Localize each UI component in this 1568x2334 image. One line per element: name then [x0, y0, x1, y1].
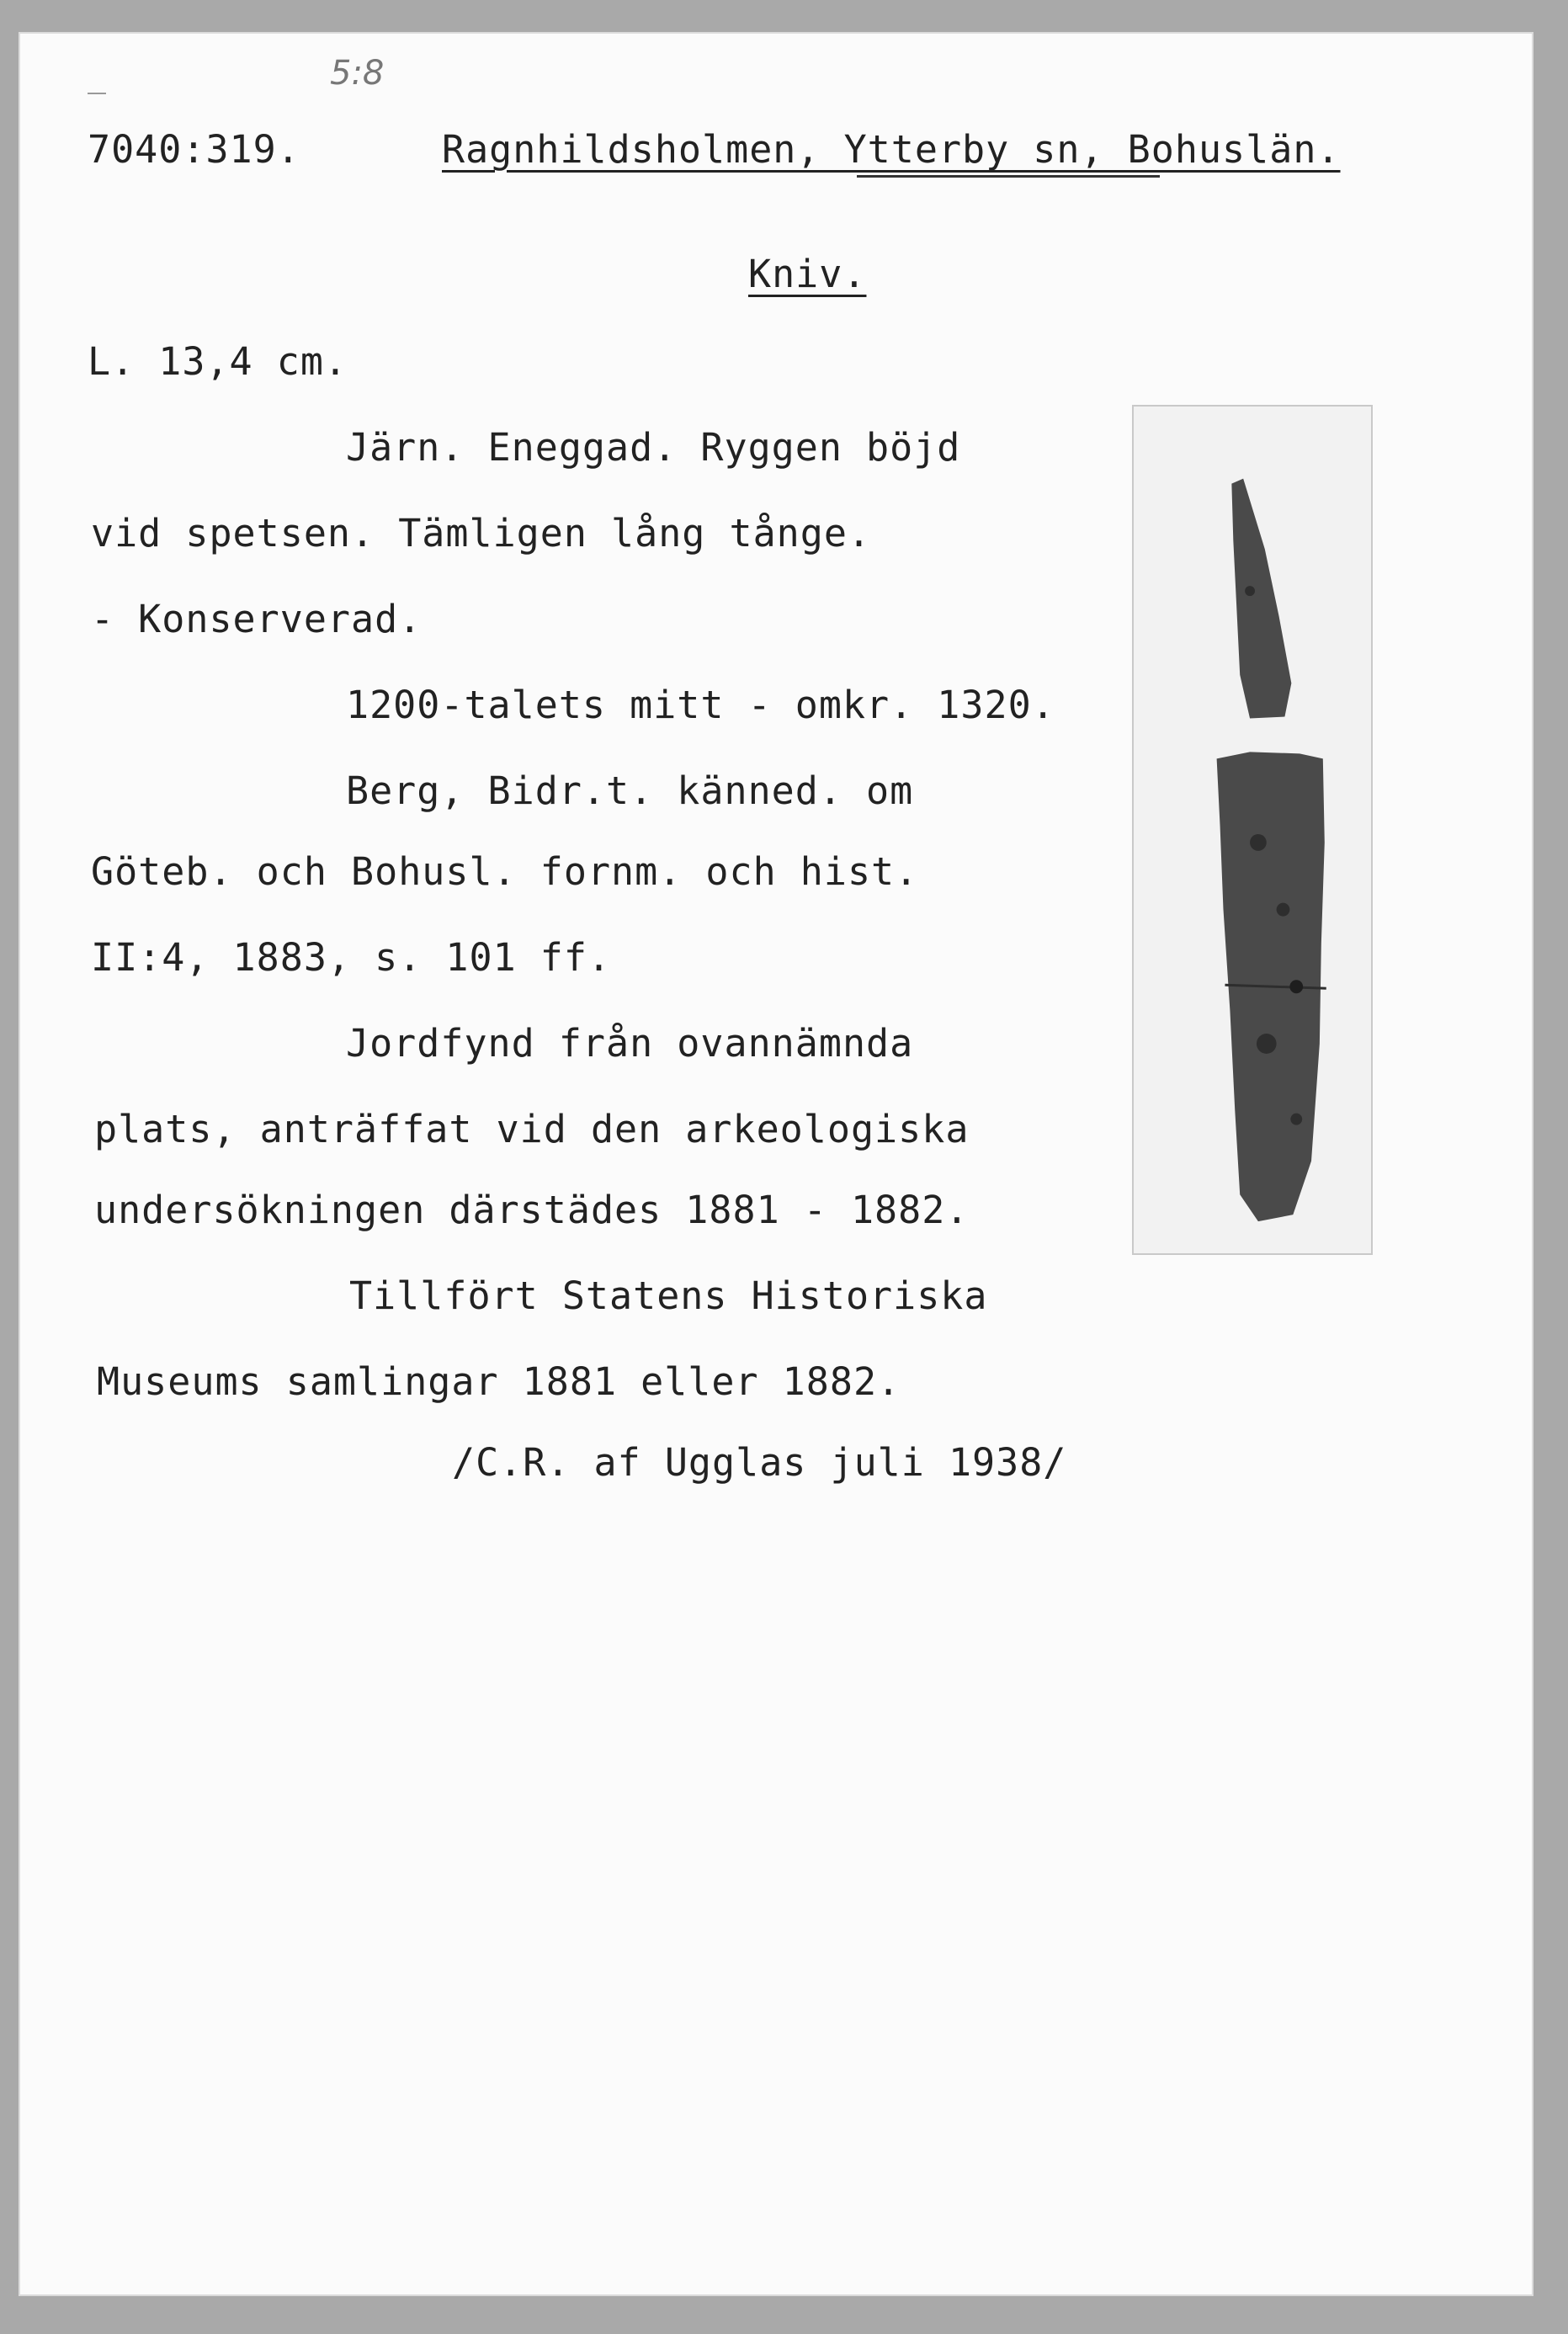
- reference-line-1: Berg, Bidr.t. känned. om: [346, 768, 914, 813]
- dating-line: 1200-talets mitt - omkr. 1320.: [346, 683, 1055, 727]
- catalog-number: 7040:319.: [88, 127, 300, 172]
- location-underline: [857, 175, 1160, 178]
- reference-line-2: Göteb. och Bohusl. fornm. och hist.: [91, 849, 919, 894]
- pencil-dash-mark: [88, 93, 106, 94]
- object-title: Kniv.: [748, 252, 867, 296]
- reference-line-3: II:4, 1883, s. 101 ff.: [91, 935, 612, 980]
- handwritten-annotation: 5:8: [330, 54, 385, 93]
- find-context-line-1: Jordfynd från ovannämnda: [346, 1021, 914, 1066]
- knife-tang: [1231, 479, 1291, 719]
- iron-knife-photo-icon: [1134, 407, 1371, 1253]
- find-context-line-3: undersökningen därstädes 1881 - 1882.: [94, 1188, 970, 1232]
- description-line-1: L. 13,4 cm.: [88, 339, 348, 384]
- find-location: Ragnhildsholmen, Ytterby sn, Bohuslän.: [442, 127, 1341, 172]
- description-line-4: - Konserverad.: [91, 597, 423, 641]
- find-context-line-2: plats, anträffat vid den arkeologiska: [94, 1107, 970, 1151]
- description-line-2: Järn. Eneggad. Ryggen böjd: [346, 425, 961, 470]
- acquisition-line-1: Tillfört Statens Historiska: [349, 1273, 988, 1318]
- signature-line: /C.R. af Ugglas juli 1938/: [452, 1440, 1067, 1485]
- knife-photograph: [1132, 405, 1373, 1255]
- description-line-3: vid spetsen. Tämligen lång tånge.: [91, 511, 872, 556]
- acquisition-line-2: Museums samlingar 1881 eller 1882.: [97, 1359, 901, 1404]
